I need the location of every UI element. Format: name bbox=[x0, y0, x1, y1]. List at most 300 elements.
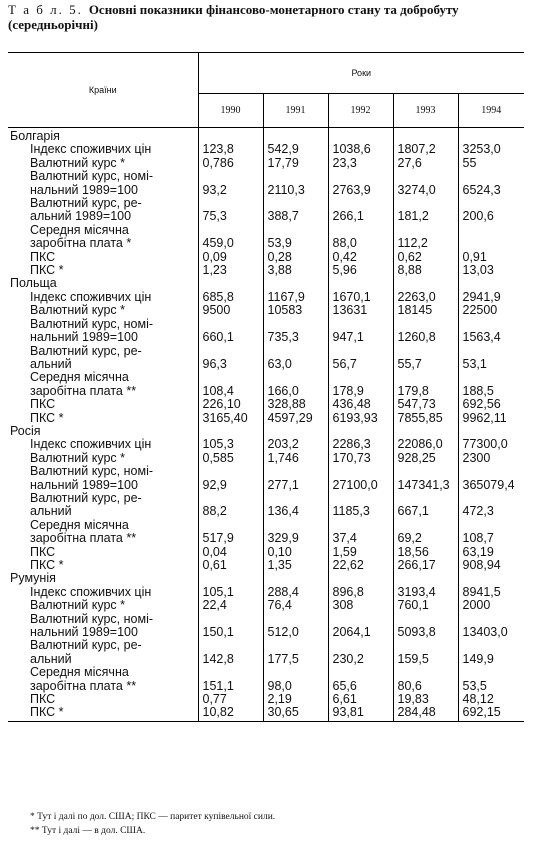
table-row bbox=[8, 398, 524, 411]
value-cell: 65,6 bbox=[328, 680, 393, 693]
value-cell: 18,56 bbox=[393, 546, 458, 559]
value-cell: 667,1 bbox=[393, 505, 458, 518]
value-cell: 53,1 bbox=[462, 356, 487, 371]
indicator-label: Валютний курс, ре- bbox=[8, 492, 198, 505]
table-row bbox=[8, 210, 524, 223]
value-cell: 3274,0 bbox=[393, 184, 458, 197]
value-cell: 53,9 bbox=[263, 237, 328, 250]
value-cell bbox=[198, 371, 263, 384]
value-cell: 6193,93 bbox=[328, 412, 393, 425]
footnote: * Тут і далі по дол. США; ПКС — паритет купівельної сили. bbox=[30, 812, 276, 822]
value-cell: 1670,1 bbox=[328, 291, 393, 304]
indicator-label: Валютний курс, номі- bbox=[8, 318, 198, 331]
value-cell: 288,4 bbox=[263, 586, 328, 599]
value-cell: 27100,0 bbox=[328, 479, 393, 492]
indicators-table bbox=[8, 52, 524, 722]
footnotes bbox=[30, 810, 520, 838]
value-cell bbox=[393, 519, 458, 532]
value-cell: 2300 bbox=[462, 450, 491, 465]
value-cell bbox=[198, 572, 263, 585]
value-cell: 542,9 bbox=[263, 143, 328, 156]
value-cell: 92,9 bbox=[198, 479, 263, 492]
value-cell: 6,61 bbox=[328, 693, 393, 706]
value-cell: 69,2 bbox=[393, 532, 458, 545]
value-cell: 80,6 bbox=[393, 680, 458, 693]
value-cell bbox=[328, 345, 393, 358]
value-cell bbox=[458, 425, 524, 438]
value-cell: 947,1 bbox=[328, 331, 393, 344]
value-cell: 1185,3 bbox=[328, 505, 393, 518]
value-cell bbox=[393, 128, 458, 144]
value-cell: 0,42 bbox=[328, 251, 393, 264]
value-cell: 55,7 bbox=[393, 358, 458, 371]
value-cell bbox=[263, 371, 328, 384]
table-row bbox=[8, 331, 524, 344]
table-row bbox=[8, 318, 524, 331]
header-countries: Країни bbox=[8, 53, 198, 128]
value-cell bbox=[263, 224, 328, 237]
value-cell: 181,2 bbox=[393, 210, 458, 223]
value-cell: 159,5 bbox=[393, 653, 458, 666]
value-cell: 147341,3 bbox=[393, 479, 458, 492]
value-cell bbox=[393, 318, 458, 331]
indicator-label: Валютний курс, номі- bbox=[8, 465, 198, 478]
value-cell bbox=[393, 666, 458, 679]
value-cell bbox=[198, 425, 263, 438]
header-year: 1992 bbox=[328, 94, 393, 128]
value-cell: 3,88 bbox=[263, 264, 328, 277]
indicator-label: нальний 1989=100 bbox=[8, 184, 198, 197]
value-cell bbox=[458, 492, 524, 505]
value-cell: 2110,3 bbox=[263, 184, 328, 197]
value-cell bbox=[198, 465, 263, 478]
value-cell: 63,0 bbox=[263, 358, 328, 371]
value-cell: 18145 bbox=[393, 304, 458, 317]
value-cell bbox=[458, 613, 524, 626]
value-cell bbox=[458, 666, 524, 679]
value-cell: 3165,40 bbox=[198, 412, 263, 425]
header-year: 1991 bbox=[263, 94, 328, 128]
value-cell bbox=[198, 345, 263, 358]
table-row bbox=[8, 157, 524, 170]
value-cell bbox=[263, 318, 328, 331]
value-cell: 23,3 bbox=[328, 157, 393, 170]
value-cell: 908,94 bbox=[462, 558, 501, 572]
value-cell: 170,73 bbox=[328, 452, 393, 465]
value-cell bbox=[458, 519, 524, 532]
value-cell: 93,2 bbox=[198, 184, 263, 197]
header-year: 1994 bbox=[458, 94, 524, 128]
value-cell: 9962,11 bbox=[462, 410, 507, 425]
value-cell: 10583 bbox=[263, 304, 328, 317]
table-row bbox=[8, 706, 524, 721]
value-cell: 77300,0 bbox=[462, 437, 508, 452]
value-cell bbox=[458, 465, 524, 478]
indicator-label: альний bbox=[8, 505, 198, 518]
value-cell: 123,8 bbox=[198, 143, 263, 156]
indicator-label: ПКС bbox=[8, 693, 198, 706]
value-cell bbox=[198, 613, 263, 626]
value-cell: 2763,9 bbox=[328, 184, 393, 197]
table-row bbox=[8, 546, 524, 559]
value-cell: 308 bbox=[328, 599, 393, 612]
value-cell bbox=[393, 224, 458, 237]
indicator-label: Валютний курс * bbox=[8, 157, 198, 170]
value-cell: 37,4 bbox=[328, 532, 393, 545]
indicator-label: Валютний курс, номі- bbox=[8, 170, 198, 183]
value-cell bbox=[198, 318, 263, 331]
value-cell: 0,786 bbox=[198, 157, 263, 170]
indicator-label: Індекс споживчих цін bbox=[8, 291, 198, 304]
value-cell bbox=[328, 318, 393, 331]
value-cell: 88,0 bbox=[328, 237, 393, 250]
value-cell bbox=[458, 237, 524, 250]
table-row bbox=[8, 680, 524, 693]
value-cell: 5,96 bbox=[328, 264, 393, 277]
table-row bbox=[8, 371, 524, 384]
value-cell: 5093,8 bbox=[393, 626, 458, 639]
table-row bbox=[8, 613, 524, 626]
indicator-label: Валютний курс, ре- bbox=[8, 345, 198, 358]
value-cell: 2,19 bbox=[263, 693, 328, 706]
value-cell bbox=[328, 639, 393, 652]
country-row bbox=[8, 128, 524, 144]
value-cell: 547,73 bbox=[393, 398, 458, 411]
value-cell: 179,8 bbox=[393, 385, 458, 398]
indicator-label: Валютний курс, номі- bbox=[8, 613, 198, 626]
table-row bbox=[8, 224, 524, 237]
value-cell: 8,88 bbox=[393, 264, 458, 277]
indicator-label: Середня місячна bbox=[8, 666, 198, 679]
value-cell bbox=[263, 277, 328, 290]
value-cell: 0,04 bbox=[198, 546, 263, 559]
value-cell bbox=[328, 224, 393, 237]
value-cell: 459,0 bbox=[198, 237, 263, 250]
value-cell: 76,4 bbox=[263, 599, 328, 612]
value-cell bbox=[328, 425, 393, 438]
value-cell bbox=[458, 197, 524, 210]
value-cell bbox=[328, 613, 393, 626]
header-year: 1993 bbox=[393, 94, 458, 128]
value-cell: 517,9 bbox=[198, 532, 263, 545]
value-cell bbox=[393, 345, 458, 358]
indicator-label: Валютний курс * bbox=[8, 452, 198, 465]
indicator-label: ПКС * bbox=[8, 559, 198, 572]
table-row bbox=[8, 143, 524, 156]
value-cell: 277,1 bbox=[263, 479, 328, 492]
value-cell: 6524,3 bbox=[462, 182, 501, 197]
value-cell: 22500 bbox=[462, 303, 498, 318]
value-cell: 1563,4 bbox=[462, 330, 501, 345]
table-row bbox=[8, 626, 524, 639]
table-row bbox=[8, 452, 524, 465]
table-row bbox=[8, 653, 524, 666]
table-row bbox=[8, 505, 524, 518]
indicator-label: нальний 1989=100 bbox=[8, 626, 198, 639]
table-row bbox=[8, 639, 524, 652]
indicator-label: Середня місячна bbox=[8, 519, 198, 532]
value-cell: 685,8 bbox=[198, 291, 263, 304]
table-row bbox=[8, 184, 524, 197]
country-row bbox=[8, 425, 524, 438]
value-cell: 0,585 bbox=[198, 452, 263, 465]
table-row bbox=[8, 412, 524, 425]
header-years: Роки bbox=[198, 53, 524, 94]
indicator-label: Середня місячна bbox=[8, 224, 198, 237]
table-row bbox=[8, 599, 524, 612]
value-cell: 436,48 bbox=[328, 398, 393, 411]
value-cell: 166,0 bbox=[263, 385, 328, 398]
value-cell bbox=[328, 128, 393, 144]
value-cell: 928,25 bbox=[393, 452, 458, 465]
indicator-label: Валютний курс * bbox=[8, 304, 198, 317]
value-cell: 512,0 bbox=[263, 626, 328, 639]
table-row bbox=[8, 170, 524, 183]
indicator-label: заробітна плата ** bbox=[8, 532, 198, 545]
value-cell: 105,3 bbox=[198, 438, 263, 451]
indicator-label: нальний 1989=100 bbox=[8, 479, 198, 492]
table-row bbox=[8, 492, 524, 505]
value-cell: 55 bbox=[462, 155, 477, 170]
value-cell bbox=[263, 345, 328, 358]
indicator-label: заробітна плата ** bbox=[8, 680, 198, 693]
value-cell: 22,62 bbox=[328, 559, 393, 572]
value-cell: 88,2 bbox=[198, 505, 263, 518]
value-cell: 328,88 bbox=[263, 398, 328, 411]
value-cell: 735,3 bbox=[263, 331, 328, 344]
table-row bbox=[8, 693, 524, 706]
indicator-label: ПКС * bbox=[8, 706, 198, 721]
table-row bbox=[8, 304, 524, 317]
value-cell: 98,0 bbox=[263, 680, 328, 693]
value-cell: 388,7 bbox=[263, 210, 328, 223]
value-cell: 3253,0 bbox=[462, 142, 501, 157]
value-cell: 108,4 bbox=[198, 385, 263, 398]
value-cell: 203,2 bbox=[263, 438, 328, 451]
value-cell: 188,5 bbox=[462, 383, 494, 398]
value-cell: 2000 bbox=[462, 598, 491, 613]
value-cell: 1,35 bbox=[263, 559, 328, 572]
table-row bbox=[8, 385, 524, 398]
value-cell: 0,28 bbox=[263, 251, 328, 264]
value-cell: 226,10 bbox=[198, 398, 263, 411]
value-cell: 151,1 bbox=[198, 680, 263, 693]
value-cell: 200,6 bbox=[462, 209, 494, 224]
value-cell: 8941,5 bbox=[462, 584, 501, 599]
country-row bbox=[8, 277, 524, 290]
table-title: Основні показники фінансово-монетарного стану та добробуту (середньорічні) bbox=[8, 2, 459, 32]
country-name: Болгарія bbox=[8, 128, 198, 144]
value-cell: 22,4 bbox=[198, 599, 263, 612]
value-cell bbox=[198, 128, 263, 144]
value-cell bbox=[263, 639, 328, 652]
value-cell: 53,5 bbox=[462, 678, 487, 693]
value-cell bbox=[393, 613, 458, 626]
indicator-label: заробітна плата * bbox=[8, 237, 198, 250]
indicator-label: Валютний курс, ре- bbox=[8, 197, 198, 210]
value-cell: 0,61 bbox=[198, 559, 263, 572]
value-cell bbox=[198, 197, 263, 210]
country-name: Румунія bbox=[8, 572, 198, 585]
value-cell bbox=[393, 492, 458, 505]
table-row bbox=[8, 197, 524, 210]
table-row bbox=[8, 479, 524, 492]
value-cell bbox=[393, 170, 458, 183]
indicator-label: ПКС bbox=[8, 546, 198, 559]
value-cell bbox=[328, 519, 393, 532]
value-cell bbox=[328, 277, 393, 290]
value-cell: 692,56 bbox=[462, 397, 501, 412]
indicator-label: Індекс споживчих цін bbox=[8, 143, 198, 156]
footnote: ** Тут і далі — в дол. США. bbox=[30, 826, 146, 836]
value-cell bbox=[393, 465, 458, 478]
value-cell: 1167,9 bbox=[263, 291, 328, 304]
value-cell bbox=[393, 639, 458, 652]
value-cell: 13631 bbox=[328, 304, 393, 317]
value-cell bbox=[458, 318, 524, 331]
value-cell bbox=[458, 572, 524, 585]
indicator-label: ПКС * bbox=[8, 412, 198, 425]
value-cell: 17,79 bbox=[263, 157, 328, 170]
value-cell bbox=[458, 128, 524, 144]
value-cell bbox=[328, 465, 393, 478]
value-cell: 2064,1 bbox=[328, 626, 393, 639]
value-cell bbox=[263, 613, 328, 626]
value-cell: 48,12 bbox=[462, 692, 494, 707]
value-cell: 266,1 bbox=[328, 210, 393, 223]
value-cell bbox=[263, 666, 328, 679]
value-cell bbox=[328, 666, 393, 679]
value-cell: 93,81 bbox=[328, 706, 393, 721]
table-caption bbox=[8, 2, 528, 32]
indicator-label: Валютний курс, ре- bbox=[8, 639, 198, 652]
table-row bbox=[8, 358, 524, 371]
table-row bbox=[8, 586, 524, 599]
value-cell: 1038,6 bbox=[328, 143, 393, 156]
value-cell: 1807,2 bbox=[393, 143, 458, 156]
value-cell bbox=[328, 371, 393, 384]
value-cell bbox=[393, 425, 458, 438]
value-cell: 19,83 bbox=[393, 693, 458, 706]
table-row bbox=[8, 251, 524, 264]
indicator-label: альний 1989=100 bbox=[8, 210, 198, 223]
value-cell: 10,82 bbox=[198, 706, 263, 721]
value-cell: 149,9 bbox=[462, 651, 494, 666]
value-cell bbox=[263, 170, 328, 183]
value-cell bbox=[328, 170, 393, 183]
country-name: Росія bbox=[8, 425, 198, 438]
value-cell: 2941,9 bbox=[462, 289, 501, 304]
table-row bbox=[8, 465, 524, 478]
value-cell: 108,7 bbox=[462, 531, 494, 546]
value-cell: 0,91 bbox=[462, 249, 487, 264]
value-cell: 2286,3 bbox=[328, 438, 393, 451]
value-cell bbox=[198, 170, 263, 183]
value-cell: 760,1 bbox=[393, 599, 458, 612]
indicator-label: альний bbox=[8, 653, 198, 666]
value-cell bbox=[263, 128, 328, 144]
table-row bbox=[8, 264, 524, 277]
value-cell: 660,1 bbox=[198, 331, 263, 344]
value-cell: 230,2 bbox=[328, 653, 393, 666]
indicator-label: ПКС bbox=[8, 398, 198, 411]
value-cell: 136,4 bbox=[263, 505, 328, 518]
value-cell: 13,03 bbox=[462, 263, 494, 278]
value-cell bbox=[393, 371, 458, 384]
value-cell: 178,9 bbox=[328, 385, 393, 398]
value-cell: 266,17 bbox=[393, 559, 458, 572]
value-cell bbox=[458, 277, 524, 290]
header-year: 1990 bbox=[198, 94, 263, 128]
value-cell: 0,09 bbox=[198, 251, 263, 264]
value-cell bbox=[263, 465, 328, 478]
table-row bbox=[8, 438, 524, 451]
value-cell: 150,1 bbox=[198, 626, 263, 639]
table-row bbox=[8, 237, 524, 250]
value-cell: 7855,85 bbox=[393, 412, 458, 425]
value-cell: 896,8 bbox=[328, 586, 393, 599]
value-cell: 365079,4 bbox=[462, 477, 515, 492]
value-cell: 105,1 bbox=[198, 586, 263, 599]
value-cell bbox=[328, 197, 393, 210]
indicator-label: Валютний курс * bbox=[8, 599, 198, 612]
value-cell: 692,15 bbox=[458, 706, 524, 721]
indicator-label: ПКС * bbox=[8, 264, 198, 277]
value-cell: 0,10 bbox=[263, 546, 328, 559]
value-cell: 112,2 bbox=[393, 237, 458, 250]
value-cell: 1,23 bbox=[198, 264, 263, 277]
value-cell bbox=[393, 572, 458, 585]
value-cell bbox=[393, 277, 458, 290]
value-cell: 75,3 bbox=[198, 210, 263, 223]
value-cell: 22086,0 bbox=[393, 438, 458, 451]
indicator-label: Індекс споживчих цін bbox=[8, 586, 198, 599]
table-row bbox=[8, 519, 524, 532]
value-cell: 1260,8 bbox=[393, 331, 458, 344]
indicator-label: ПКС bbox=[8, 251, 198, 264]
value-cell bbox=[198, 639, 263, 652]
table-row bbox=[8, 291, 524, 304]
value-cell bbox=[263, 572, 328, 585]
value-cell: 2263,0 bbox=[393, 291, 458, 304]
value-cell bbox=[198, 224, 263, 237]
value-cell bbox=[458, 345, 524, 358]
table-row bbox=[8, 532, 524, 545]
value-cell bbox=[263, 425, 328, 438]
value-cell: 96,3 bbox=[198, 358, 263, 371]
indicator-label: Індекс споживчих цін bbox=[8, 438, 198, 451]
value-cell: 4597,29 bbox=[263, 412, 328, 425]
value-cell: 1,746 bbox=[263, 452, 328, 465]
value-cell bbox=[198, 519, 263, 532]
table-row bbox=[8, 666, 524, 679]
value-cell bbox=[328, 492, 393, 505]
country-name: Польща bbox=[8, 277, 198, 290]
value-cell: 63,19 bbox=[462, 544, 494, 559]
indicator-label: нальний 1989=100 bbox=[8, 331, 198, 344]
indicator-label: Середня місячна bbox=[8, 371, 198, 384]
value-cell bbox=[328, 572, 393, 585]
value-cell bbox=[458, 639, 524, 652]
value-cell bbox=[263, 519, 328, 532]
value-cell: 472,3 bbox=[462, 504, 494, 519]
table-number: Т а б л. 5. bbox=[8, 2, 83, 17]
table-body bbox=[8, 128, 524, 722]
value-cell: 284,48 bbox=[393, 706, 458, 721]
value-cell: 30,65 bbox=[263, 706, 328, 721]
value-cell bbox=[198, 666, 263, 679]
value-cell bbox=[458, 224, 524, 237]
